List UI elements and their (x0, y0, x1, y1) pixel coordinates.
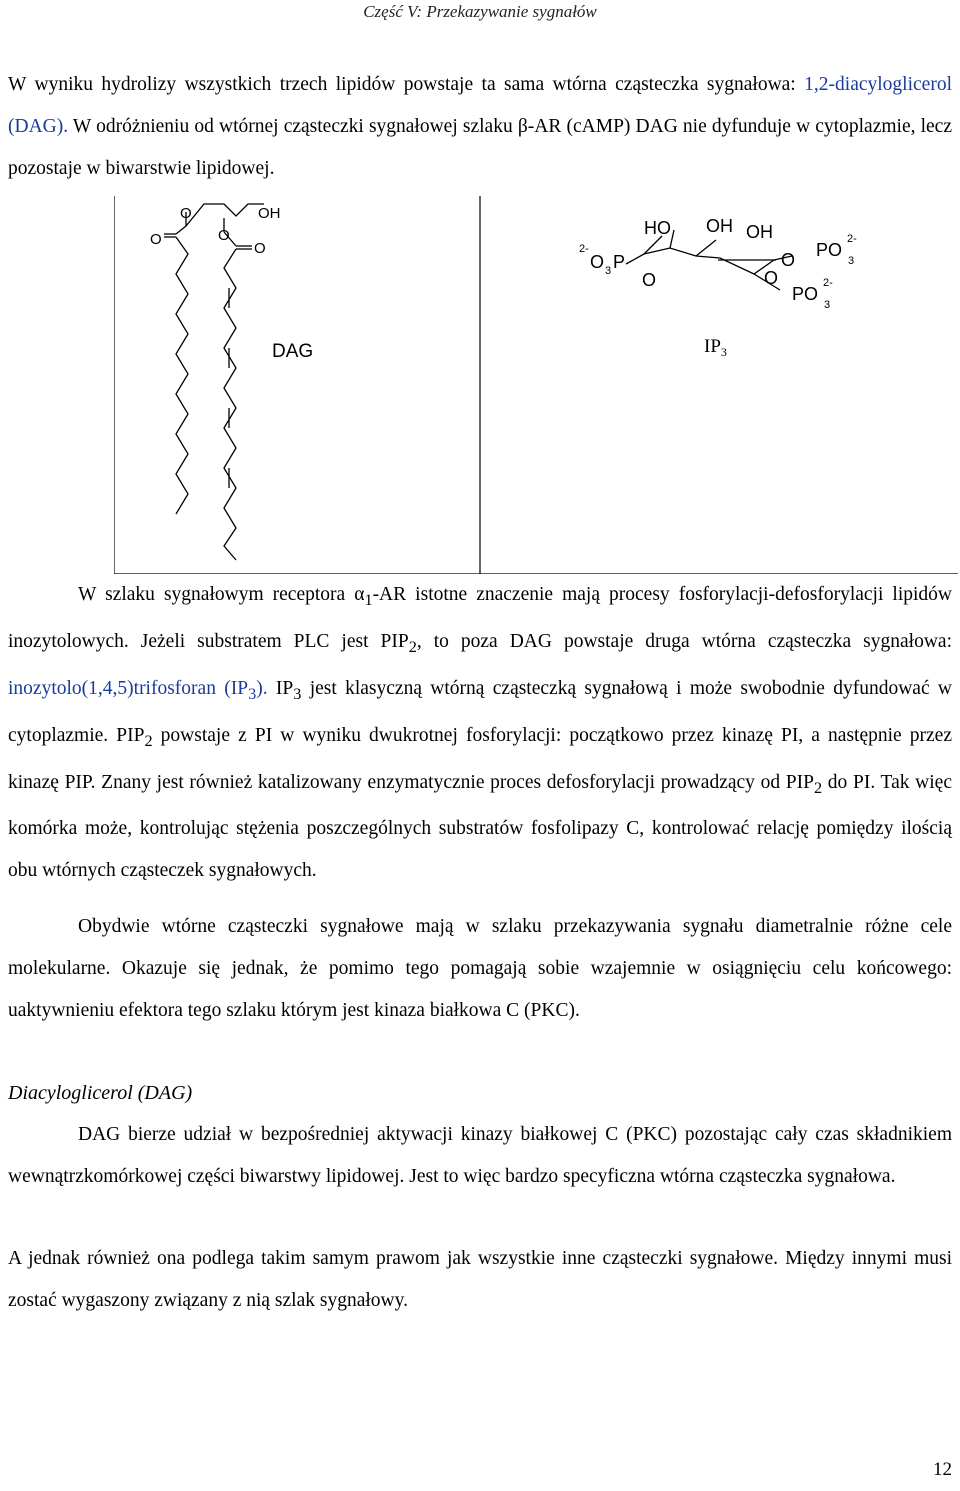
ip3-o3: O (590, 252, 605, 272)
page-number: 12 (933, 1459, 952, 1480)
section-heading: Diacyloglicerol (DAG) (8, 1082, 193, 1104)
ip3-o-right2: O (764, 268, 779, 288)
paragraph-second-messengers: Obydwie wtórne cząsteczki sygnałowe mają w szlaku przekazywania sygnału diametralnie różne cele molekularne. Okazuje się jednak, że pomimo tego pomagają sobie wzajemnie w osiągnięciu celu końcowego: uaktywnieniu efektora tego szlaku którym jest kinaza białkowa C (PKC). (8, 916, 952, 1021)
dag-structure (164, 204, 264, 560)
paragraph-intro: W wyniku hydrolizy wszystkich trzech lipidów powstaje ta sama wtórna cząsteczka sygnałowa: 1,2-diacyloglicerol (DAG). W odróżnieniu od wtórnej cząsteczki sygnałowej szlaku β-AR (cAMP) DAG nie dyfunduje w cytoplazmie, lecz pozostaje w biwarstwie lipidowej. (8, 74, 952, 179)
paragraph-dag-termination: A jednak również ona podlega takim samym prawom jak wszystkie inne cząsteczki sygnałowe. Między innymi musi zostać wygaszony związany z nią szlak sygnałowy. (8, 1248, 952, 1311)
running-header: Część V: Przekazywanie sygnałów (363, 2, 597, 21)
ip3-sub3: 3 (605, 265, 612, 277)
dag-o1: O (180, 205, 192, 222)
dag-o4: O (254, 240, 266, 257)
dag-o2: O (150, 231, 162, 248)
ip3-ho: HO (644, 218, 671, 238)
ip3-o-right1: O (781, 250, 796, 270)
ip3-charge-left: 2- (579, 243, 589, 255)
ip3-p: P (613, 252, 626, 272)
ip3-po-top-sub: 3 (848, 255, 855, 267)
ip3-po-bottom: PO (792, 284, 819, 304)
dag-o3: O (218, 227, 230, 244)
ip3-link: inozytolo(1,4,5)trifosforan $(IP_3)$. (8, 677, 268, 703)
paragraph-ip3: W szlaku sygnałowym receptora $\alpha_1-AR$ istotne znaczenie mają procesy fosforylacji-defosforylacji lipidów inozytolowych. Jeżeli substratem PLC jest $PIP_2$, to poza DAG powstaje druga wtórna cząsteczka sygnałowa: inozytolo(1,4,5)trifosforan $(IP_3)$. $IP_3$ jest klasyczną wtórną cząsteczką sygnałową i może swobodnie dyfundować w cytoplazmie. $PIP_2$ powstaje z PI w wyniku dwukrotnej fosforylacji: początkowo przez kinazę PI, a następnie przez kinazę PIP. Znany jest również katalizowany enzymatycznie proces defosforylacji prowadzący od $PIP_2$ do PI. Tak więc komórka może, kontrolując stężenia poszczególnych substratów fosfolipazy C, kontrolować relację pomiędzy ilością obu wtórnych cząsteczek sygnałowych. (8, 584, 953, 882)
ip3-po-bottom-sub: 3 (824, 299, 831, 311)
dag-oh: OH (258, 205, 281, 222)
paragraph-dag-pkc: DAG bierze udział w bezpośredniej aktywacji kinazy białkowej C (PKC) pozostając cały czas składnikiem wewnątrzkomórkowej części biwarstwy lipidowej. Jest to więc bardzo specyficzna wtórna cząsteczka sygnałowa. (8, 1124, 952, 1187)
dag-link: 1,2-diacyloglicerol (DAG). (8, 74, 952, 137)
ip3-oh1: OH (706, 216, 733, 236)
ip3-ring-o: O (642, 270, 657, 290)
ip3-po-bottom-charge: 2- (823, 277, 833, 289)
chemical-structures-figure (114, 196, 958, 574)
ip3-po-top: PO (816, 240, 843, 260)
dag-label: DAG (272, 341, 314, 362)
ip3-po-top-charge: 2- (847, 233, 857, 245)
ip3-oh2: OH (746, 222, 773, 242)
ip3-caption: $IP_3$ (704, 336, 727, 359)
